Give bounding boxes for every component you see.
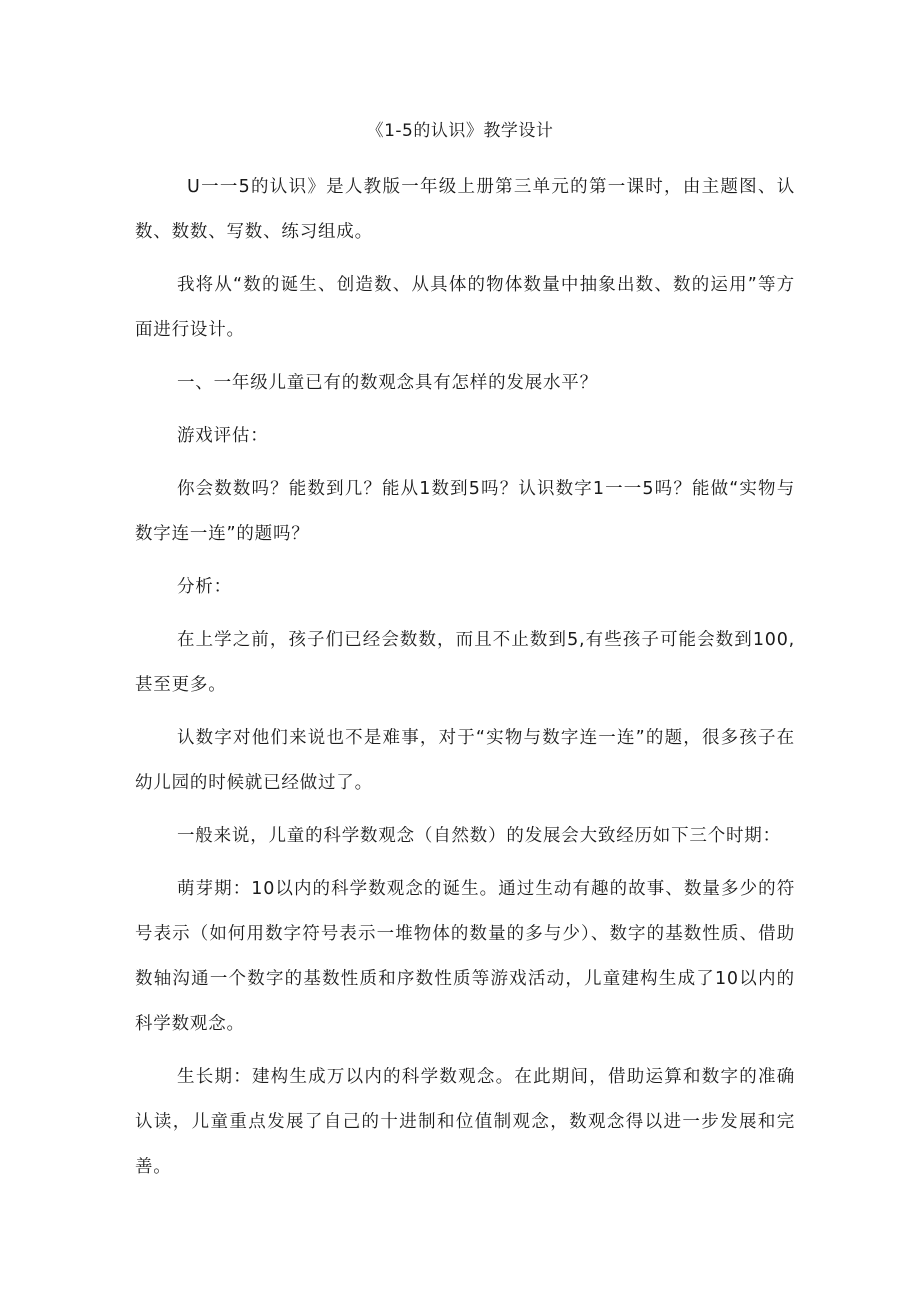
paragraph-design-approach: 我将从“数的诞生、创造数、从具体的物体数量中抽象出数、数的运用”等方面进行设计。 (135, 275, 795, 340)
paragraph-game-questions: 你会数数吗？能数到几？能从1数到5吗？认识数字1一一5吗？能做“实物与数字连一连”的题吗？ (135, 479, 795, 544)
section-heading-one: 一、一年级儿童已有的数观念具有怎样的发展水平？ (177, 373, 598, 393)
paragraph-three-stages: 一般来说，儿童的科学数观念（自然数）的发展会大致经历如下三个时期： (177, 826, 781, 846)
document-body (135, 165, 795, 1198)
paragraph-counting-ability: 在上学之前，孩子们已经会数数，而且不止数到5,有些孩子可能会数到100,甚至更多。 (135, 630, 795, 695)
paragraph-intro: U一一5的认识》是人教版一年级上册第三单元的第一课时，由主题图、认数、数数、写数、练习组成。 (135, 177, 795, 242)
paragraph-analysis-label: 分析： (177, 577, 232, 597)
paragraph-number-recognition: 认数字对他们来说也不是难事，对于“实物与数字连一连”的题，很多孩子在幼儿园的时候就已经做过了。 (135, 728, 795, 793)
document-title: 《1-5的认识》教学设计 (366, 121, 554, 141)
paragraph-game-assessment-label: 游戏评估： (177, 426, 269, 446)
paragraph-sprout-stage: 萌芽期：10以内的科学数观念的诞生。通过生动有趣的故事、数量多少的符号表示（如何用数字符号表示一堆物体的数量的多与少）、数字的基数性质、借助数轴沟通一个数字的基数性质和序数性质等游戏活动，儿童建构生成了10以内的科学数观念。 (135, 879, 795, 1034)
paragraph-growth-stage: 生长期：建构生成万以内的科学数观念。在此期间，借助运算和数字的准确认读，儿童重点发展了自己的十进制和位值制观念，数观念得以进一步发展和完善。 (135, 1067, 795, 1177)
